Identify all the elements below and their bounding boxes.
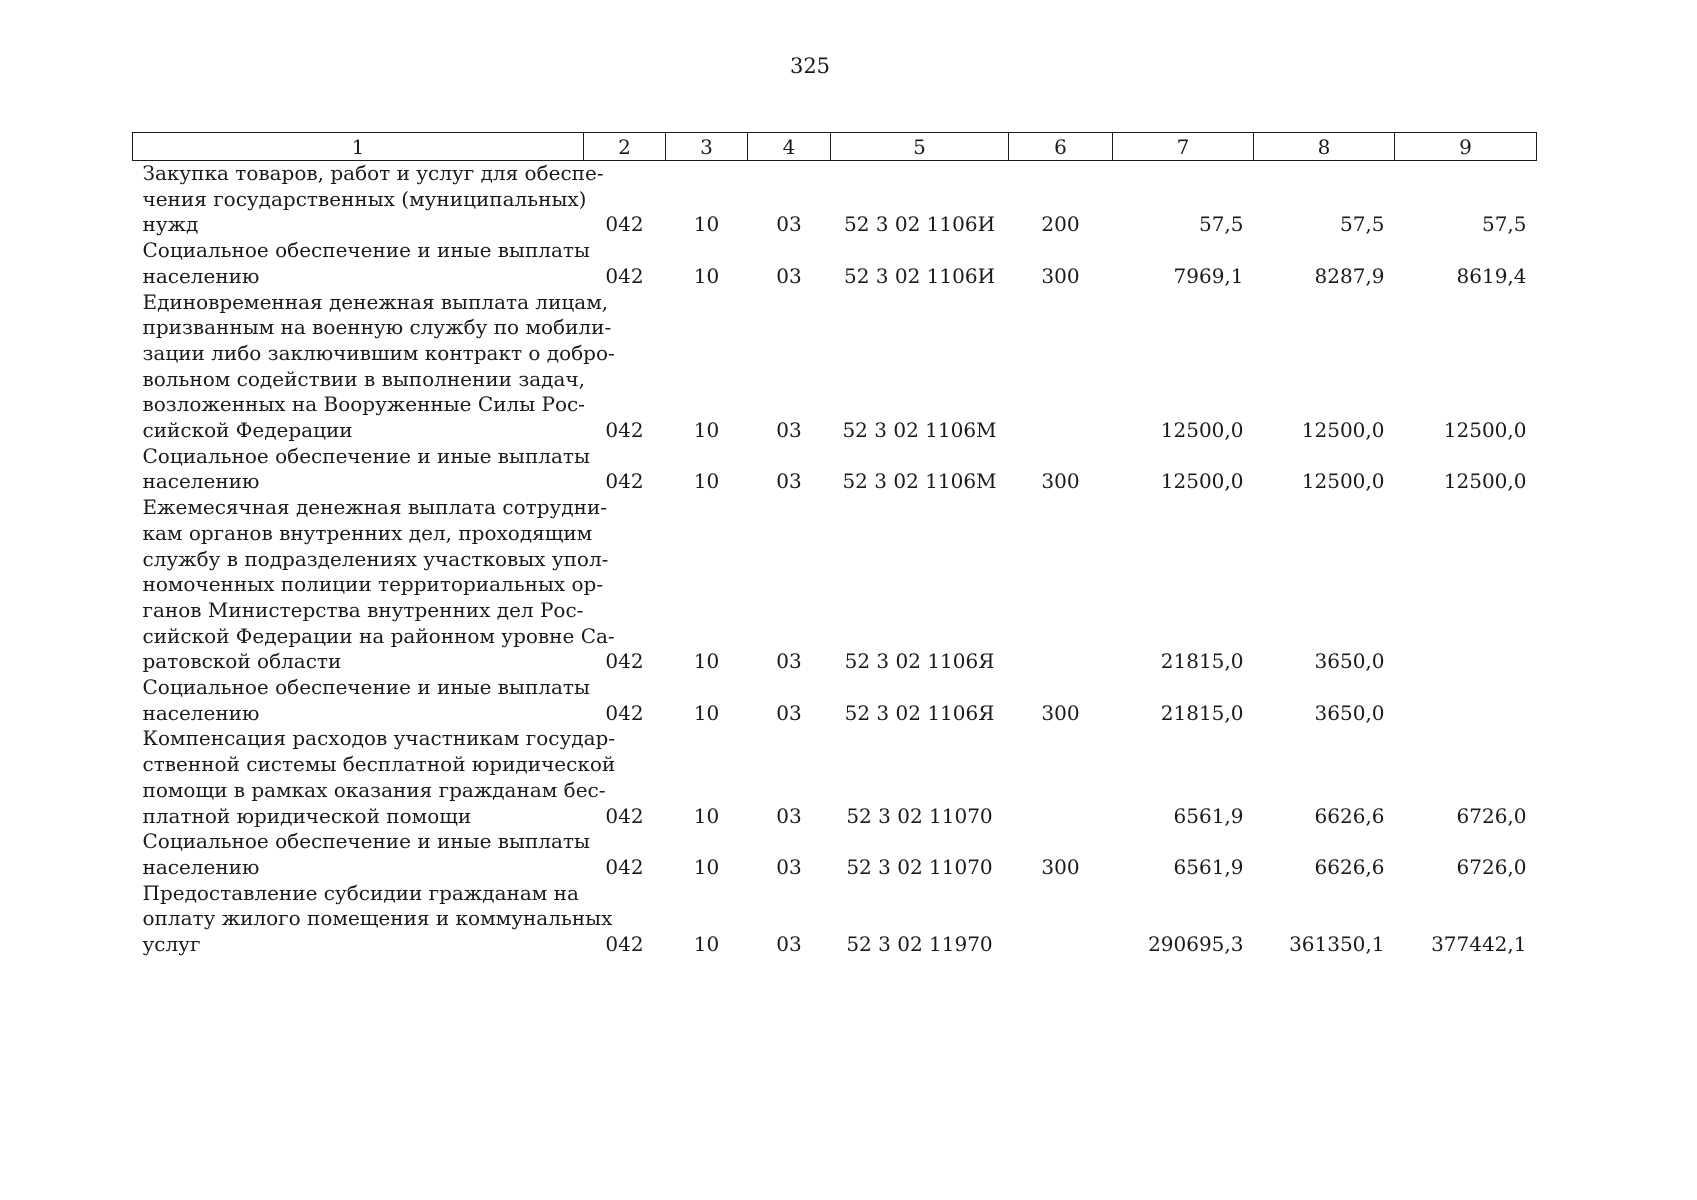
description-line: Социальное обеспечение и иные выплаты: [142, 238, 590, 263]
target-article-code: 52 3 02 1106М: [842, 418, 997, 443]
description-line: оплату жилого помещения и коммунальных: [142, 906, 613, 931]
amount-col-8: 57,5: [1339, 212, 1385, 237]
description-line: населению: [142, 854, 260, 879]
amount-col-8: 8287,9: [1314, 263, 1385, 288]
table-row: [133, 726, 1537, 829]
expense-type-code: 300: [1041, 263, 1080, 288]
description-line: кам органов внутренних дел, проходящим: [142, 520, 593, 545]
section-code: 10: [693, 649, 720, 674]
amount-col-9: [1395, 495, 1537, 675]
expense-type-code: [1009, 495, 1113, 675]
amount-col-7: 290695,3: [1148, 932, 1244, 957]
subsection-code: 03: [776, 649, 802, 674]
target-article-code: 52 3 02 1106М: [842, 469, 997, 494]
description-line: населению: [142, 263, 260, 288]
amount-col-7: 6561,9: [1173, 803, 1244, 828]
description-line: службу в подразделениях участковых упол-: [142, 546, 609, 571]
target-article-code: 52 3 02 11970: [846, 932, 993, 957]
description-line: ственной системы бесплатной юридической: [142, 752, 616, 777]
row-description: [133, 726, 616, 829]
expense-type-code: 200: [1041, 212, 1080, 237]
amount-col-8: 6626,6: [1314, 803, 1385, 828]
target-article-code: 52 3 02 1106Я: [844, 649, 995, 674]
header-col-9: 9: [1395, 133, 1537, 161]
target-article-code: 52 3 02 1106Я: [844, 700, 995, 725]
table-row: [133, 290, 1537, 444]
subsection-code: 03: [776, 803, 802, 828]
amount-col-9: 8619,4: [1456, 263, 1527, 288]
expense-type-code: [1009, 290, 1113, 444]
description-line: Закупка товаров, работ и услуг для обеспе-: [142, 161, 604, 185]
gls-code: 042: [605, 263, 644, 288]
budget-table: [132, 132, 1537, 958]
row-description: [133, 161, 604, 239]
amount-col-9: 6726,0: [1456, 803, 1527, 828]
amount-col-8: 3650,0: [1314, 700, 1385, 725]
description-line: Социальное обеспечение и иные выплаты: [142, 443, 590, 468]
header-col-3: 3: [666, 133, 748, 161]
amount-col-9: 12500,0: [1443, 418, 1527, 443]
header-col-7: 7: [1113, 133, 1254, 161]
gls-code: 042: [605, 932, 644, 957]
row-description: [133, 238, 590, 289]
expense-type-code: [1009, 726, 1113, 829]
section-code: 10: [693, 263, 720, 288]
amount-col-9: 57,5: [1481, 212, 1527, 237]
subsection-code: 03: [776, 418, 802, 443]
description-line: Компенсация расходов участникам государ-: [142, 726, 616, 751]
description-line: ратовской области: [142, 649, 342, 674]
header-col-8: 8: [1254, 133, 1395, 161]
description-line: Единовременная денежная выплата лицам,: [142, 289, 609, 314]
description-line: сийской Федерации: [142, 418, 353, 443]
amount-col-7: 7969,1: [1173, 263, 1244, 288]
amount-col-7: 21815,0: [1160, 700, 1244, 725]
table-body: [133, 161, 1537, 958]
table-row: [133, 238, 1537, 289]
table-row: [133, 444, 1537, 495]
header-row: [133, 133, 1537, 161]
description-line: возложенных на Вооруженные Силы Рос-: [142, 392, 585, 417]
amount-col-7: 57,5: [1198, 212, 1244, 237]
amount-col-7: 21815,0: [1160, 649, 1244, 674]
gls-code: 042: [605, 649, 644, 674]
description-line: ганов Министерства внутренних дел Рос-: [142, 597, 584, 622]
row-description: [133, 675, 590, 726]
row-description: [133, 880, 613, 958]
section-code: 10: [693, 418, 720, 443]
amount-col-9: 377442,1: [1431, 932, 1527, 957]
subsection-code: 03: [776, 469, 802, 494]
description-line: населению: [142, 700, 260, 725]
row-description: [133, 829, 590, 880]
description-line: помощи в рамках оказания гражданам бес-: [142, 777, 606, 802]
table-row: [133, 675, 1537, 726]
subsection-code: 03: [776, 932, 802, 957]
table-header: [133, 133, 1537, 161]
gls-code: 042: [605, 803, 644, 828]
target-article-code: 52 3 02 11070: [846, 854, 993, 879]
description-line: нужд: [142, 212, 199, 237]
page-number: 325: [789, 54, 831, 78]
gls-code: 042: [605, 854, 644, 879]
description-line: зации либо заключившим контракт о добро-: [142, 340, 615, 365]
row-description: [133, 443, 590, 495]
amount-col-8: 6626,6: [1314, 854, 1385, 879]
row-description: [133, 289, 615, 444]
description-line: Ежемесячная денежная выплата сотрудни-: [142, 495, 608, 520]
description-line: Социальное обеспечение и иные выплаты: [142, 829, 590, 854]
gls-code: 042: [605, 700, 644, 725]
amount-col-7: 6561,9: [1173, 854, 1244, 879]
subsection-code: 03: [776, 700, 802, 725]
expense-type-code: 300: [1041, 700, 1080, 725]
section-code: 10: [693, 854, 720, 879]
section-code: 10: [693, 212, 720, 237]
amount-col-8: 361350,1: [1289, 932, 1385, 957]
header-col-1: 1: [133, 133, 584, 161]
subsection-code: 03: [776, 212, 802, 237]
header-col-5: 5: [831, 133, 1009, 161]
amount-col-8: 12500,0: [1301, 469, 1385, 494]
gls-code: 042: [605, 418, 644, 443]
section-code: 10: [693, 803, 720, 828]
row-description: [133, 495, 615, 675]
description-line: вольном содействии в выполнении задач,: [142, 366, 585, 391]
amount-col-9: 12500,0: [1443, 469, 1527, 494]
description-line: сийской Федерации на районном уровне Са-: [142, 623, 615, 648]
amount-col-8: 12500,0: [1301, 418, 1385, 443]
description-line: услуг: [142, 932, 201, 957]
header-col-2: 2: [584, 133, 666, 161]
table-row: [133, 495, 1537, 675]
description-line: Предоставление субсидии гражданам на: [142, 880, 579, 905]
table-row: [133, 161, 1537, 239]
section-code: 10: [693, 700, 720, 725]
expense-type-code: [1009, 881, 1113, 958]
table-row: [133, 881, 1537, 958]
expense-type-code: 300: [1041, 854, 1080, 879]
target-article-code: 52 3 02 1106И: [843, 263, 996, 288]
amount-col-8: 3650,0: [1314, 649, 1385, 674]
amount-col-7: 12500,0: [1160, 469, 1244, 494]
amount-col-7: 12500,0: [1160, 418, 1244, 443]
amount-col-9: [1395, 675, 1537, 726]
expense-type-code: 300: [1041, 469, 1080, 494]
description-line: номоченных полиции территориальных ор-: [142, 572, 604, 597]
section-code: 10: [693, 469, 720, 494]
gls-code: 042: [605, 469, 644, 494]
header-col-4: 4: [748, 133, 831, 161]
description-line: населению: [142, 469, 260, 494]
description-line: Социальное обеспечение и иные выплаты: [142, 675, 590, 700]
description-line: платной юридической помощи: [142, 803, 472, 828]
subsection-code: 03: [776, 263, 802, 288]
subsection-code: 03: [776, 854, 802, 879]
gls-code: 042: [605, 212, 644, 237]
description-line: чения государственных (муниципальных): [142, 186, 587, 211]
section-code: 10: [693, 932, 720, 957]
amount-col-9: 6726,0: [1456, 854, 1527, 879]
table-row: [133, 829, 1537, 880]
target-article-code: 52 3 02 11070: [846, 803, 993, 828]
description-line: призванным на военную службу по мобили-: [142, 315, 612, 340]
header-col-6: 6: [1009, 133, 1113, 161]
target-article-code: 52 3 02 1106И: [843, 212, 996, 237]
